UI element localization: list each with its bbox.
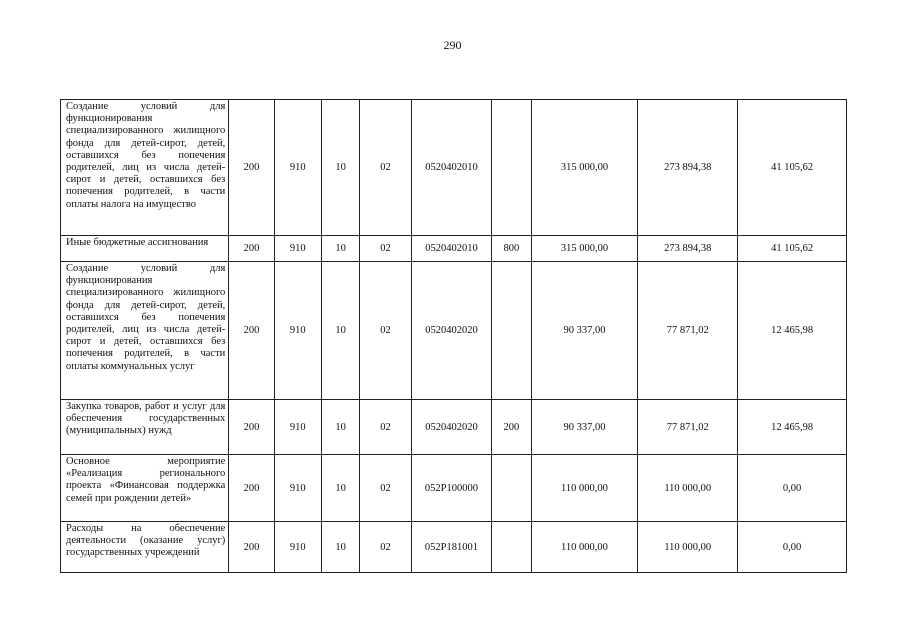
- row-remainder: 41 105,62: [738, 100, 847, 236]
- row-executed: 273 894,38: [638, 236, 738, 262]
- row-expense-type: [492, 100, 531, 236]
- row-code-a: 200: [229, 236, 274, 262]
- row-expense-type: 800: [492, 236, 531, 262]
- row-code-a: 200: [229, 100, 274, 236]
- row-section: 10: [321, 236, 359, 262]
- row-expense-type: [492, 522, 531, 573]
- row-target-article: 0520402020: [411, 400, 492, 455]
- row-code-b: 910: [274, 100, 321, 236]
- table-row: [61, 236, 847, 262]
- row-code-a: 200: [229, 522, 274, 573]
- row-description: Создание условий для функционирования специализированного жилищного фонда для детей-сирот, детей, оставшихся без попечения родителей, лиц из числа детей-сирот и детей, оставшихся без попечения родителей, в части оплаты налога на имущество: [61, 100, 229, 236]
- row-expense-type: [492, 262, 531, 400]
- row-subsection: 02: [360, 262, 411, 400]
- row-executed: 273 894,38: [638, 100, 738, 236]
- row-executed: 77 871,02: [638, 400, 738, 455]
- row-code-b: 910: [274, 236, 321, 262]
- table-row: [61, 262, 847, 400]
- row-remainder: 12 465,98: [738, 262, 847, 400]
- row-approved: 90 337,00: [531, 400, 638, 455]
- row-description: Создание условий для функционирования специализированного жилищного фонда для детей-сирот, детей, оставшихся без попечения родителей, лиц из числа детей-сирот и детей, оставшихся без попечения родителей, в части оплаты коммунальных услуг: [61, 262, 229, 400]
- row-code-b: 910: [274, 400, 321, 455]
- row-code-b: 910: [274, 262, 321, 400]
- page-number: 290: [443, 38, 462, 52]
- row-section: 10: [321, 262, 359, 400]
- row-expense-type: 200: [492, 400, 531, 455]
- table-row: [61, 522, 847, 573]
- row-target-article: 0520402010: [411, 100, 492, 236]
- row-target-article: 052P100000: [411, 455, 492, 522]
- row-approved: 315 000,00: [531, 236, 638, 262]
- row-code-a: 200: [229, 455, 274, 522]
- row-subsection: 02: [360, 100, 411, 236]
- row-code-b: 910: [274, 455, 321, 522]
- row-approved: 110 000,00: [531, 455, 638, 522]
- row-subsection: 02: [360, 236, 411, 262]
- row-target-article: 0520402020: [411, 262, 492, 400]
- row-target-article: 052P181001: [411, 522, 492, 573]
- row-executed: 77 871,02: [638, 262, 738, 400]
- row-subsection: 02: [360, 400, 411, 455]
- row-remainder: 41 105,62: [738, 236, 847, 262]
- row-approved: 315 000,00: [531, 100, 638, 236]
- row-section: 10: [321, 455, 359, 522]
- row-expense-type: [492, 455, 531, 522]
- row-description: Закупка товаров, работ и услуг для обеспечения государственных (муниципальных) нужд: [61, 400, 229, 455]
- row-approved: 90 337,00: [531, 262, 638, 400]
- row-code-a: 200: [229, 262, 274, 400]
- table-row: [61, 100, 847, 236]
- budget-table: [60, 99, 847, 573]
- row-approved: 110 000,00: [531, 522, 638, 573]
- row-code-a: 200: [229, 400, 274, 455]
- row-executed: 110 000,00: [638, 522, 738, 573]
- row-description: Иные бюджетные ассигнования: [61, 236, 229, 262]
- row-subsection: 02: [360, 522, 411, 573]
- row-section: 10: [321, 522, 359, 573]
- row-description: Основное мероприятие «Реализация регионального проекта «Финансовая поддержка семей при рождении детей»: [61, 455, 229, 522]
- row-description: Расходы на обеспечение деятельности (оказание услуг) государственных учреждений: [61, 522, 229, 573]
- row-code-b: 910: [274, 522, 321, 573]
- table-row: [61, 455, 847, 522]
- row-remainder: 0,00: [738, 522, 847, 573]
- row-remainder: 12 465,98: [738, 400, 847, 455]
- row-executed: 110 000,00: [638, 455, 738, 522]
- row-section: 10: [321, 100, 359, 236]
- row-target-article: 0520402010: [411, 236, 492, 262]
- row-remainder: 0,00: [738, 455, 847, 522]
- row-section: 10: [321, 400, 359, 455]
- row-subsection: 02: [360, 455, 411, 522]
- table-row: [61, 400, 847, 455]
